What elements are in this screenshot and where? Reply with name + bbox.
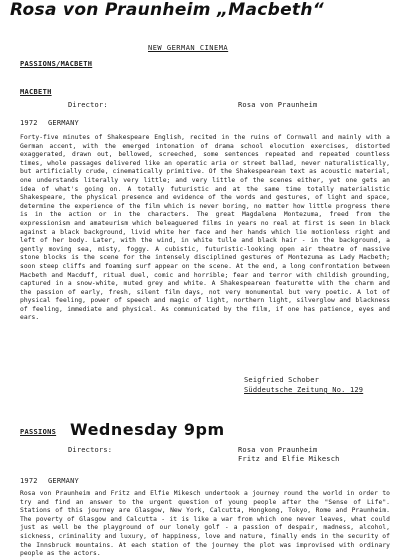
series-label: NEW GERMAN CINEMA xyxy=(148,44,229,52)
film2-directors-label: Directors: xyxy=(68,446,113,454)
film2-director-1: Rosa von Praunheim xyxy=(238,446,318,454)
film2-country: GERMANY xyxy=(48,477,79,485)
film1-country: GERMANY xyxy=(48,119,79,127)
film1-director-label: Director: xyxy=(68,101,108,109)
film1-title: MACBETH xyxy=(20,88,52,96)
credit-author: Seigfried Schober xyxy=(244,376,320,384)
credit-publication: Süddeutsche Zeitung No. 129 xyxy=(244,386,364,394)
film2-year: 1972 xyxy=(20,477,38,485)
handwritten-title: Rosa von Praunheim „Macbeth“ xyxy=(10,0,324,20)
handwritten-time: Wednesday 9pm xyxy=(70,420,225,439)
film2-title: PASSIONS xyxy=(20,428,57,436)
section-heading: PASSIONS/MACBETH xyxy=(20,60,93,68)
film1-review: Forty-five minutes of Shakespeare English, recited in the ruins of Cornwall and mainly with a German accent, with the emerged intonation of drama school elocution exercises, distorted exaggerated, drawn out, bellowed, screeched, some sentences repeated and repeated countless times, whole passages delivered like an operatic aria or street ballad, never naturalistically, but artificially crude, cinematically primitive. Of the Shakespearean text as acoustic material, one understands literally very little; and very little of the scenes either, yet one gets an idea of what's going on. A totally futuristic and at the same time totally materialistic Shakespeare, the physical presence and evidence of the words and gestures, of light and space, determine the experience of the film which is never boring, no matter how little progress there is in the action or in the characters. The great Magdalena Montezuma, freed from the expressionism and amateurism which beleaguered films in years no real at first is seen in black against a black background, livid white her face and her hands which lie motionless right and left of her body. Later, with the wind, in white tulle and black hair - in the background, a gently moving sea, misty, foggy. A cubistic, futuristic-looking open air theatre of massive stone blocks is the scene for the intensely disciplined gestures of Montezuma as Lady Macbeth; soon steep cliffs and foaming surf appear on the scene. At the end, a long confrontation between Macbeth and Macduff, ritual duel, comic and horrible; fear and terror with childish grounding, captured in a snow-white, muted grey and white. A Shakespearean featurette with the charm and the passion of early, fresh, silent film days, not very monumental but very poetic. A lot of physical feeling, power of speech and magic of light, northern light, silverglow and blackness of feeling, immediate and physical. As communicated by the film, if one has patience, eyes and ears. xyxy=(20,134,390,322)
film1-year: 1972 xyxy=(20,119,38,127)
film2-description: Rosa von Praunheim and Fritz and Elfie Mikesch undertook a journey round the world in order to try and find an answer to the urgent question of young people after the "Sense of Life". Stations of this journey are Glasgow, New York, Calcutta, Hongkong, Tokyo, Rome and Praunheim. The poverty of Glasgow and Calcutta - it is like a war from which one never leaves, what could just as well be the playground of our lonely golf - a passion of despair, madness, alcohol, sickness, criminality and luxury, of happiness, love and nature, finally ends in the security of the Innsbruck mountains. At each station of the journey the plot was improvised with ordinary people as the actors. xyxy=(20,490,390,558)
film1-director: Rosa von Praunheim xyxy=(238,101,318,109)
film2-director-2: Fritz and Elfie Mikesch xyxy=(238,455,340,463)
